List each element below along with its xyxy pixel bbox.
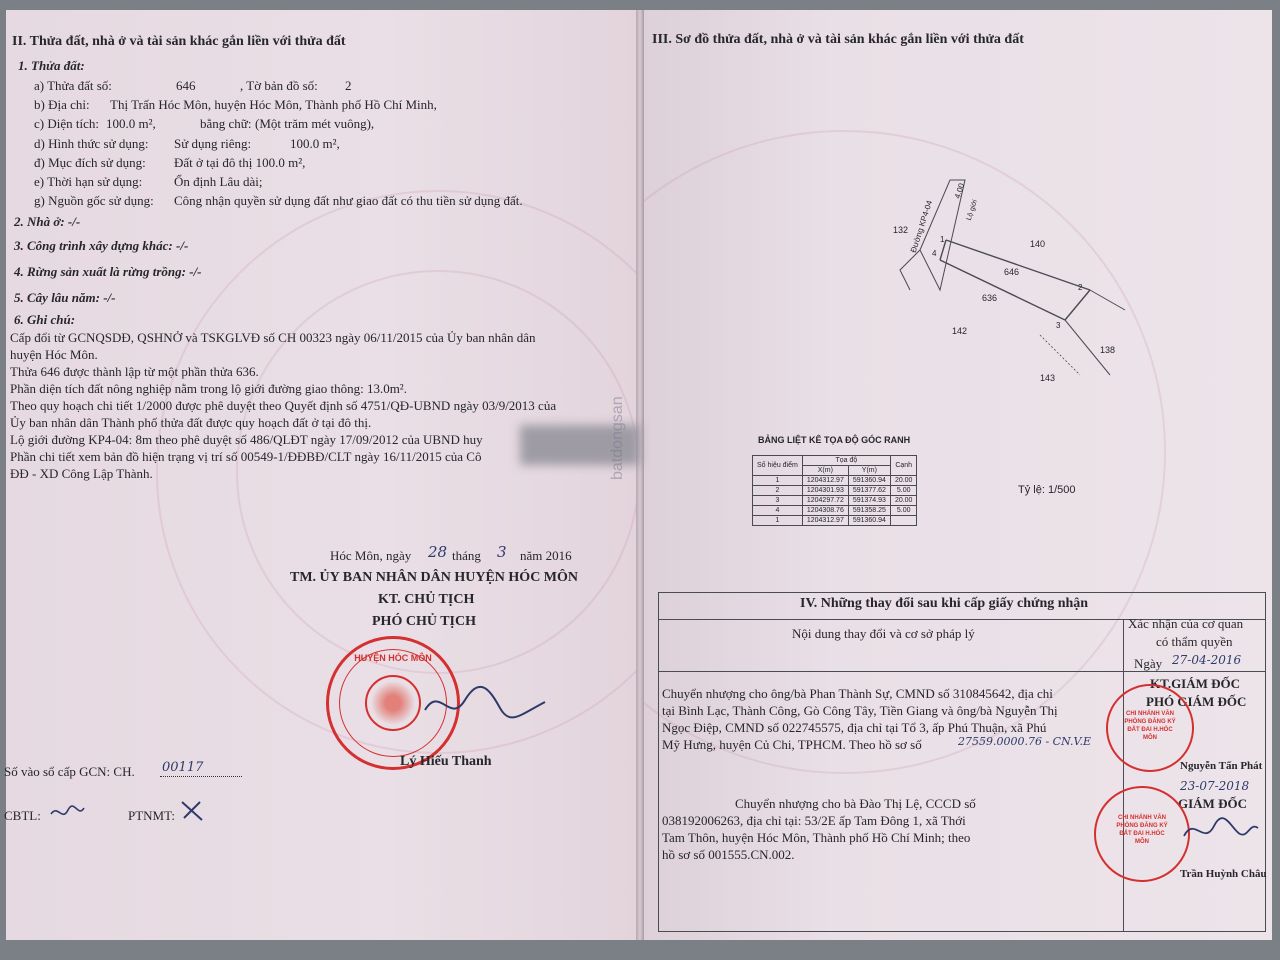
coordinate-table	[752, 455, 917, 526]
map-label-143: 143	[1040, 373, 1056, 383]
map-label-132: 132	[893, 225, 909, 235]
origin-value: Công nhận quyền sử dụng đất như giao đất có thu tiền sử dụng đất.	[174, 193, 523, 208]
issue-day: 28	[428, 543, 448, 561]
purpose-value: Đất ở tại đô thị 100.0 m²,	[174, 155, 306, 170]
cell-edge	[890, 516, 917, 526]
cell-edge: 5.00	[890, 506, 917, 516]
cell-point: 3	[753, 496, 803, 506]
signer-role-2: PHÓ CHỦ TỊCH	[372, 614, 476, 629]
map-scale: Tỷ lệ: 1/500	[1018, 484, 1076, 496]
area-words-label: bằng chữ:	[200, 116, 252, 131]
note-line: Cấp đổi từ GCNQSDĐ, QSHNỞ và TSKGLVĐ số CH 00323 ngày 06/11/2015 của Ủy ban nhân dân	[10, 330, 536, 345]
coordinate-table-title: BẢNG LIỆT KÊ TỌA ĐỘ GÓC RANH	[758, 435, 911, 445]
map-label-138: 138	[1100, 345, 1116, 355]
confirm-1-signer: Nguyễn Tấn Phát	[1180, 760, 1263, 772]
branch-seal-stamp-1	[1106, 684, 1194, 772]
area-label: c) Diện tích:	[34, 116, 99, 131]
table-header-x: X(m)	[802, 466, 848, 476]
origin-label: g) Nguồn gốc sử dụng:	[34, 193, 154, 208]
cell-edge: 20.00	[890, 496, 917, 506]
issuing-organization: TM. ỦY BAN NHÂN DÂN HUYỆN HÓC MÔN	[290, 570, 579, 585]
cell-point: 4	[753, 506, 803, 516]
note-line: Thửa 646 được thành lập từ một phần thửa 636.	[10, 364, 259, 379]
cell-point: 1	[753, 516, 803, 526]
cell-y: 591360.94	[848, 516, 890, 526]
cell-point: 2	[753, 486, 803, 496]
ptnmt-initials	[178, 798, 208, 824]
confirm-1-date: 27-04-2016	[1172, 653, 1242, 667]
area-words-value: (Một trăm mét vuông),	[255, 116, 375, 131]
perennial-item: 5. Cây lâu năm: -/-	[14, 290, 116, 305]
map-point-3: 3	[1056, 321, 1061, 330]
map-road-label: Đường KP4-04	[908, 199, 935, 254]
table-row	[753, 476, 917, 486]
table-row	[753, 496, 917, 506]
confirm-1-date-label: Ngày	[1134, 656, 1163, 671]
purpose-label: đ) Mục đích sử dụng:	[34, 155, 146, 170]
cell-y: 591374.93	[848, 496, 890, 506]
confirm-2-role: GIÁM ĐỐC	[1178, 796, 1247, 811]
table-header-point: Số hiệu điểm	[753, 456, 803, 476]
cell-y: 591358.25	[848, 506, 890, 516]
area-value: 100.0 m²,	[106, 116, 156, 131]
note-line: ĐĐ - XD Công Lập Thành.	[10, 466, 153, 481]
confirm-header-line2: có thẩm quyền	[1156, 634, 1233, 649]
registry-number: 00117	[162, 760, 204, 775]
map-sheet-label: , Tờ bản đồ số:	[240, 78, 318, 93]
cell-edge: 20.00	[890, 476, 917, 486]
cbtl-label: CBTL:	[4, 808, 41, 823]
map-point-4: 4	[932, 249, 937, 258]
registry-label: Số vào sổ cấp GCN: CH.	[4, 764, 135, 779]
ptnmt-label: PTNMT:	[128, 808, 176, 823]
signature-right	[1180, 810, 1260, 850]
section-2-title: II. Thửa đất, nhà ở và tài sản khác gắn liền với thửa đất	[12, 34, 346, 49]
change-2-line: Chuyển nhượng cho bà Đào Thị Lệ, CCCD số	[735, 796, 976, 811]
issue-year: năm 2016	[520, 548, 572, 563]
note-line: Theo quy hoạch chi tiết 1/2000 được phê duyệt theo Quyết định số 4751/QĐ-UBND ngày 03/9/2013 của	[10, 398, 557, 413]
map-label-646: 646	[1004, 267, 1020, 277]
cell-y: 591360.94	[848, 476, 890, 486]
use-form-label: d) Hình thức sử dụng:	[34, 136, 149, 151]
confirm-1-role-2: PHÓ GIÁM ĐỐC	[1146, 694, 1247, 709]
page-fold	[636, 10, 644, 940]
issue-month-label: tháng	[452, 548, 481, 563]
confirm-header-line1: Xác nhận của cơ quan	[1128, 616, 1244, 631]
cell-x: 1204308.76	[802, 506, 848, 516]
change-2-line: Tam Thôn, huyện Hóc Môn, Thành phố Hồ Chí Minh; theo	[662, 830, 971, 845]
change-1-line: tại Bình Lạc, Thành Công, Gò Công Tây, Tiền Giang và ông/bà Nguyễn Thị	[662, 703, 1058, 718]
land-parcel-heading: 1. Thửa đất:	[18, 58, 85, 73]
change-1-line: Chuyển nhượng cho ông/bà Phan Thành Sự, CMND số 310845642, địa chỉ	[662, 686, 1053, 701]
signer-role-1: KT. CHỦ TỊCH	[378, 592, 475, 607]
map-label-140: 140	[1030, 239, 1046, 249]
map-label-636: 636	[982, 293, 998, 303]
seal-text: HUYỆN HÓC MÔN	[354, 653, 432, 663]
cell-y: 591377.62	[848, 486, 890, 496]
confirm-2-signer: Trần Huỳnh Châu	[1180, 868, 1267, 880]
table-header-edge: Cạnh	[890, 456, 917, 476]
note-line: huyện Hóc Môn.	[10, 347, 98, 362]
section-4-title: IV. Những thay đổi sau khi cấp giấy chứng nhận	[800, 596, 1089, 611]
map-label-142: 142	[952, 326, 968, 336]
map-sheet-value: 2	[345, 78, 352, 93]
cell-x: 1204312.97	[802, 476, 848, 486]
note-line: Ủy ban nhân dân Thành phố thửa đất được quy hoạch đất ở tại đô thị.	[10, 415, 372, 430]
branch-seal-text: CHI NHÁNH VĂN PHÒNG ĐĂNG KÝ ĐẤT ĐAI H.HÓC MÔN	[1124, 711, 1176, 741]
signature-left	[420, 680, 550, 730]
cbtl-initials	[48, 800, 88, 824]
emblem-icon	[365, 675, 421, 731]
use-form-value: Sử dụng riêng:	[174, 136, 252, 151]
watermark-text: batdongsan	[609, 396, 626, 480]
house-item: 2. Nhà ở: -/-	[14, 214, 81, 229]
section-3-title: III. Sơ đồ thửa đất, nhà ở và tài sản khác gắn liền với thửa đất	[652, 32, 1024, 47]
address-value: Thị Trấn Hóc Môn, huyện Hóc Môn, Thành phố Hồ Chí Minh,	[110, 97, 437, 112]
map-width-label: 4.00	[952, 182, 967, 200]
other-construction-item: 3. Công trình xây dựng khác: -/-	[14, 238, 189, 253]
note-line: Phần diện tích đất nông nghiệp nằm trong lộ giới đường giao thông: 13.0m².	[10, 381, 407, 396]
map-point-2: 2	[1078, 283, 1083, 292]
forest-item: 4. Rừng sản xuất là rừng trồng: -/-	[14, 264, 202, 279]
change-2-line: hồ sơ số 001555.CN.002.	[662, 847, 795, 862]
note-line: Phần chi tiết xem bản đồ hiện trạng vị trí số 00549-1/ĐĐBĐ/CLT ngày 16/11/2015 của Cô	[10, 449, 482, 464]
changes-content-header: Nội dung thay đổi và cơ sở pháp lý	[792, 626, 975, 641]
cell-x: 1204312.97	[802, 516, 848, 526]
confirm-2-date: 23-07-2018	[1180, 779, 1250, 793]
parcel-number-value: 646	[176, 78, 196, 93]
change-1-file-number: 27559.0000.76 - CN.V.E	[958, 735, 1092, 748]
term-label: e) Thời hạn sử dụng:	[34, 174, 143, 189]
use-form-area: 100.0 m²,	[290, 136, 340, 151]
term-value: Ổn định Lâu dài;	[174, 174, 263, 189]
change-1-line: Ngọc Điệp, CMND số 022745575, địa chỉ tại Tổ 3, ấp Phú Thuận, xã Phú	[662, 720, 1047, 735]
registry-underline	[160, 776, 242, 777]
table-header-coord: Tọa độ	[802, 456, 890, 466]
change-2-line: 038192006263, địa chỉ tại: 53/2E ấp Tam Đông 1, xã Thới	[662, 813, 966, 828]
cell-point: 1	[753, 476, 803, 486]
change-1-line: Mỹ Hưng, huyện Củ Chi, TPHCM. Theo hồ sơ số	[662, 737, 922, 752]
map-point-1: 1	[940, 235, 945, 244]
table-header-y: Y(m)	[848, 466, 890, 476]
signer-name: Lý Hiếu Thanh	[400, 754, 492, 769]
branch-seal-stamp-2	[1094, 786, 1190, 882]
cell-x: 1204297.72	[802, 496, 848, 506]
cell-edge: 5.00	[890, 486, 917, 496]
confirm-1-role-1: KT.GIÁM ĐỐC	[1150, 676, 1241, 691]
issue-date-prefix: Hóc Môn, ngày	[330, 548, 412, 563]
cell-x: 1204301.93	[802, 486, 848, 496]
issue-month: 3	[497, 543, 507, 561]
table-row	[753, 486, 917, 496]
parcel-number-label: a) Thửa đất số:	[34, 78, 112, 93]
branch-seal-text: CHI NHÁNH VĂN PHÒNG ĐĂNG KÝ ĐẤT ĐAI H.HÓC MÔN	[1116, 815, 1168, 845]
map-lo-label: Lộ giới	[965, 198, 980, 222]
notes-heading: 6. Ghi chú:	[14, 312, 76, 327]
address-label: b) Địa chỉ:	[34, 97, 90, 112]
note-line: Lộ giới đường KP4-04: 8m theo phê duyệt số 486/QLĐT ngày 17/09/2012 của UBND huy	[10, 432, 483, 447]
table-row	[753, 516, 917, 526]
table-row	[753, 506, 917, 516]
